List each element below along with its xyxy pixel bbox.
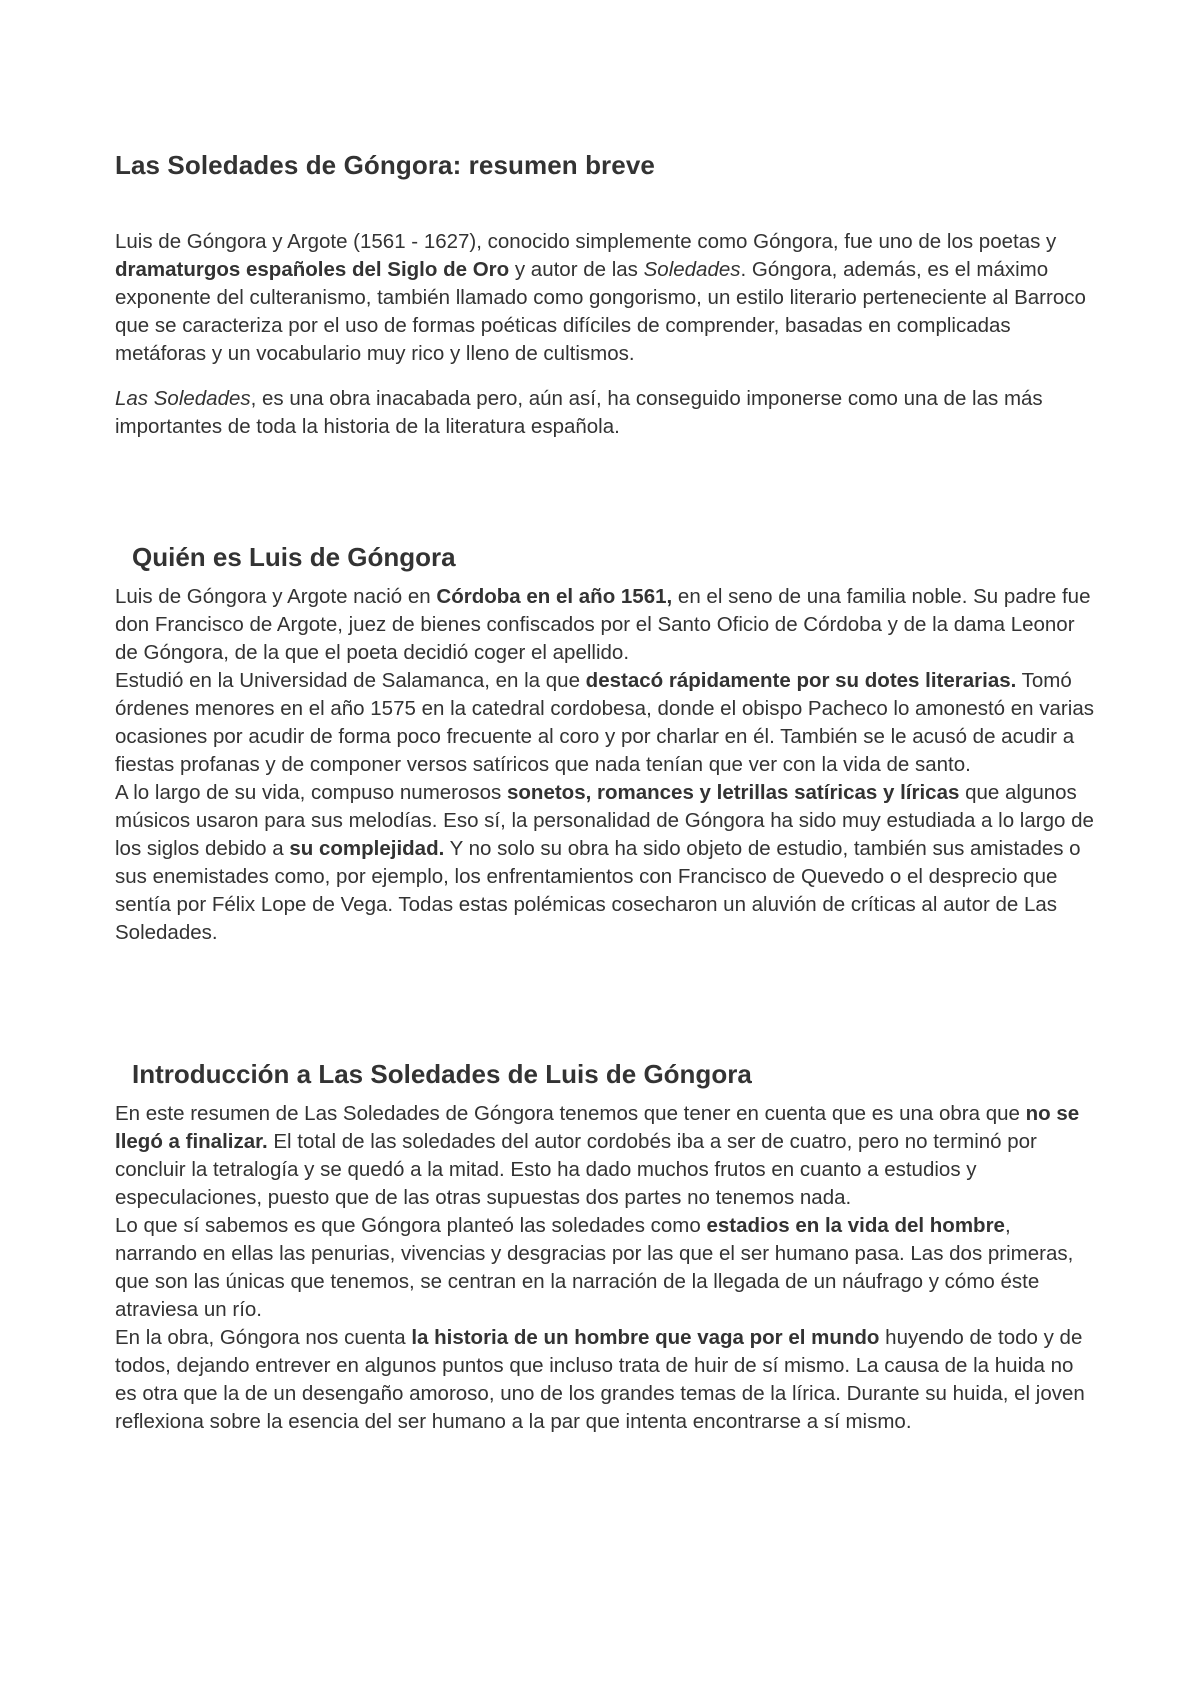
- bold-text: dramaturgos españoles del Siglo de Oro: [115, 258, 510, 281]
- bold-text: su complejidad.: [289, 837, 445, 860]
- text-run: Tomó órdenes menores en el año 1575 en la catedral cordobesa, donde el obispo Pacheco lo amonestó en varias ocasiones por acudir de forma poco frecuente al coro y por charlar en él. También se le acusó de acudir a fiestas profanas y de componer versos satíricos que nada tenían que ver con la vida de santo.: [115, 669, 1094, 776]
- bold-text: estadios en la vida del hombre: [706, 1214, 1005, 1237]
- text-run: , es una obra inacabada pero, aún así, ha conseguido imponerse como una de las más importantes de toda la historia de la literatura española.: [115, 387, 1043, 438]
- text-run: Y no solo su obra ha sido objeto de estudio, también sus amistades o sus enemistades como, por ejemplo, los enfrentamientos con Francisco de Quevedo o el desprecio que sentía por Félix Lope de Vega. Todas estas polémicas cosecharon un aluvión de críticas al autor de Las Soledades.: [115, 837, 1081, 944]
- text-run: En la obra, Góngora nos cuenta: [115, 1326, 412, 1349]
- text-run: Luis de Góngora y Argote nació en: [115, 585, 437, 608]
- section1-paragraph-2: [115, 667, 1095, 779]
- bold-text: sonetos, romances y letrillas satíricas y líricas: [507, 781, 960, 804]
- bold-text: la historia de un hombre que vaga por el mundo: [411, 1326, 880, 1349]
- text-run: en el seno de una familia noble. Su padre fue don Francisco de Argote, juez de bienes confiscados por el Santo Oficio de Córdoba y de la dama Leonor de Góngora, de la que el poeta decidió coger el apellido.: [115, 585, 1091, 664]
- bold-text: no se llegó a finalizar.: [115, 1102, 1080, 1153]
- section-heading-quien-es: Quién es Luis de Góngora: [132, 542, 456, 572]
- bold-text: Córdoba en el año 1561,: [436, 585, 673, 608]
- page-title: Las Soledades de Góngora: resumen breve: [115, 150, 655, 180]
- text-run: A lo largo de su vida, compuso numerosos: [115, 781, 507, 804]
- text-run: huyendo de todo y de todos, dejando entrever en algunos puntos que incluso trata de huir de sí mismo. La causa de la huida no es otra que la de un desengaño amoroso, uno de los grandes temas de la lírica. Durante su huida, el joven reflexiona sobre la esencia del ser humano a la par que intenta encontrarse a sí mismo.: [115, 1326, 1085, 1433]
- italic-text: Las Soledades: [115, 387, 251, 410]
- italic-text: Soledades: [643, 258, 741, 281]
- text-run: , narrando en ellas las penurias, vivencias y desgracias por las que el ser humano pasa. Las dos primeras, que son las únicas que tenemos, se centran en la narración de la llegada de un náufrago y cómo éste atraviesa un río.: [115, 1214, 1074, 1321]
- text-run: El total de las soledades del autor cordobés iba a ser de cuatro, pero no terminó por concluir la tetralogía y se quedó a la mitad. Esto ha dado muchos frutos en cuanto a estudios y especulaciones, puesto que de las otras supuestas dos partes no tenemos nada.: [115, 1130, 1037, 1209]
- section2-paragraph-1: [115, 1100, 1095, 1212]
- section2-block: [115, 1100, 1095, 1436]
- intro-paragraph-1: [115, 228, 1095, 368]
- section1-block: [115, 583, 1095, 947]
- section1-paragraph-3: [115, 779, 1095, 947]
- intro-block: [115, 228, 1095, 441]
- section-heading-introduccion: Introducción a Las Soledades de Luis de Góngora: [132, 1059, 752, 1089]
- text-run: En este resumen de Las Soledades de Góngora tenemos que tener en cuenta que es una obra que: [115, 1102, 1026, 1125]
- text-run: Estudió en la Universidad de Salamanca, en la que: [115, 669, 586, 692]
- text-run: y autor de las: [509, 258, 644, 281]
- section1-paragraph-1: [115, 583, 1095, 667]
- text-run: . Góngora, además, es el máximo exponente del culteranismo, también llamado como gongorismo, un estilo literario perteneciente al Barroco que se caracteriza por el uso de formas poéticas difíciles de comprender, basadas en complicadas metáforas y un vocabulario muy rico y lleno de cultismos.: [115, 258, 1086, 365]
- section2-paragraph-3: [115, 1324, 1095, 1436]
- section2-paragraph-2: [115, 1212, 1095, 1324]
- text-run: que algunos músicos usaron para sus melodías. Eso sí, la personalidad de Góngora ha sido muy estudiada a lo largo de los siglos debido a: [115, 781, 1094, 860]
- intro-paragraph-2: [115, 385, 1095, 441]
- text-run: Luis de Góngora y Argote (1561 - 1627), conocido simplemente como Góngora, fue uno de los poetas y: [115, 230, 1057, 253]
- text-run: Lo que sí sabemos es que Góngora planteó las soledades como: [115, 1214, 707, 1237]
- bold-text: destacó rápidamente por su dotes literarias.: [585, 669, 1017, 692]
